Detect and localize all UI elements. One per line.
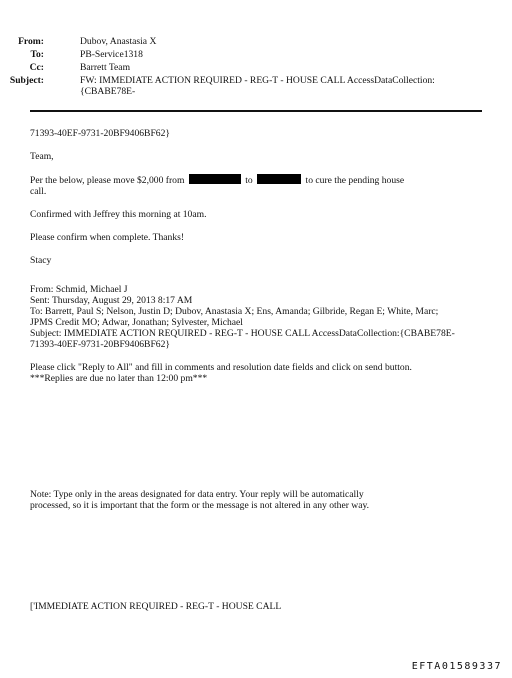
greeting: Team, bbox=[30, 151, 54, 162]
forwarded-subject-1: Subject: IMMEDIATE ACTION REQUIRED - REG-T - HOUSE CALL AccessDataCollection:{CBABE78E- bbox=[30, 328, 455, 339]
reply-instruction: Please click "Reply to All" and fill in comments and resolution date fields and click on send button. bbox=[30, 362, 412, 373]
from-label: From: bbox=[18, 36, 44, 47]
subject-label: Subject: bbox=[9, 75, 44, 86]
forwarded-subject-2: 71393-40EF-9731-20BF9406BF62} bbox=[30, 339, 170, 350]
header-subject-row bbox=[0, 75, 480, 99]
instruction-paragraph bbox=[30, 174, 470, 197]
to-label: To: bbox=[30, 49, 44, 60]
to-value: PB-Service1318 bbox=[80, 49, 143, 60]
from-value: Dubov, Anastasia X bbox=[80, 36, 157, 47]
header-divider bbox=[30, 110, 482, 112]
instruction-text-2: to bbox=[245, 175, 253, 186]
header-to-row bbox=[0, 49, 480, 62]
note-line-1: Note: Type only in the areas designated for data entry. Your reply will be automatically bbox=[30, 489, 364, 500]
redaction-block bbox=[189, 174, 241, 184]
email-header bbox=[0, 36, 480, 99]
confirmed-text: Confirmed with Jeffrey this morning at 10am. bbox=[30, 209, 207, 220]
cc-label: Cc: bbox=[29, 62, 44, 73]
please-confirm-text: Please confirm when complete. Thanks! bbox=[30, 232, 185, 243]
signoff: Stacy bbox=[30, 255, 52, 266]
forwarded-sent: Sent: Thursday, August 29, 2013 8:17 AM bbox=[30, 295, 193, 306]
forwarded-from: From: Schmid, Michael J bbox=[30, 284, 128, 295]
instruction-text-4: call. bbox=[30, 186, 47, 197]
forwarded-message bbox=[30, 284, 470, 384]
subject-value bbox=[80, 75, 480, 97]
document-stamp: EFTA01589337 bbox=[411, 661, 502, 672]
subject-line-2: {CBABE78E- bbox=[80, 86, 136, 97]
forwarded-to-2: JPMS Credit MO; Adwar, Jonathan; Sylvester, Michael bbox=[30, 317, 243, 328]
cc-value: Barrett Team bbox=[80, 62, 131, 73]
header-cc-row bbox=[0, 62, 480, 75]
subject-line-1: FW: IMMEDIATE ACTION REQUIRED - REG-T - HOUSE CALL AccessDataCollection: bbox=[80, 75, 435, 86]
forwarded-to-1: To: Barrett, Paul S; Nelson, Justin D; Dubov, Anastasia X; Ens, Amanda; Gilbride, Regan E; White, Marc; bbox=[30, 306, 439, 317]
email-body bbox=[30, 128, 470, 384]
footer-text: ['IMMEDIATE ACTION REQUIRED - REG-T - HOUSE CALL bbox=[30, 601, 282, 612]
instruction-text-3: to cure the pending house bbox=[305, 175, 405, 186]
note-line-2: processed, so it is important that the form or the message is not altered in any other way. bbox=[30, 500, 370, 511]
due-note: ***Replies are due no later than 12:00 pm*** bbox=[30, 373, 208, 384]
instruction-text-1: Per the below, please move $2,000 from bbox=[30, 175, 185, 186]
redaction-block bbox=[257, 174, 301, 184]
header-from-row bbox=[0, 36, 480, 49]
guid-tail: 71393-40EF-9731-20BF9406BF62} bbox=[30, 128, 170, 139]
note-block bbox=[30, 489, 470, 511]
